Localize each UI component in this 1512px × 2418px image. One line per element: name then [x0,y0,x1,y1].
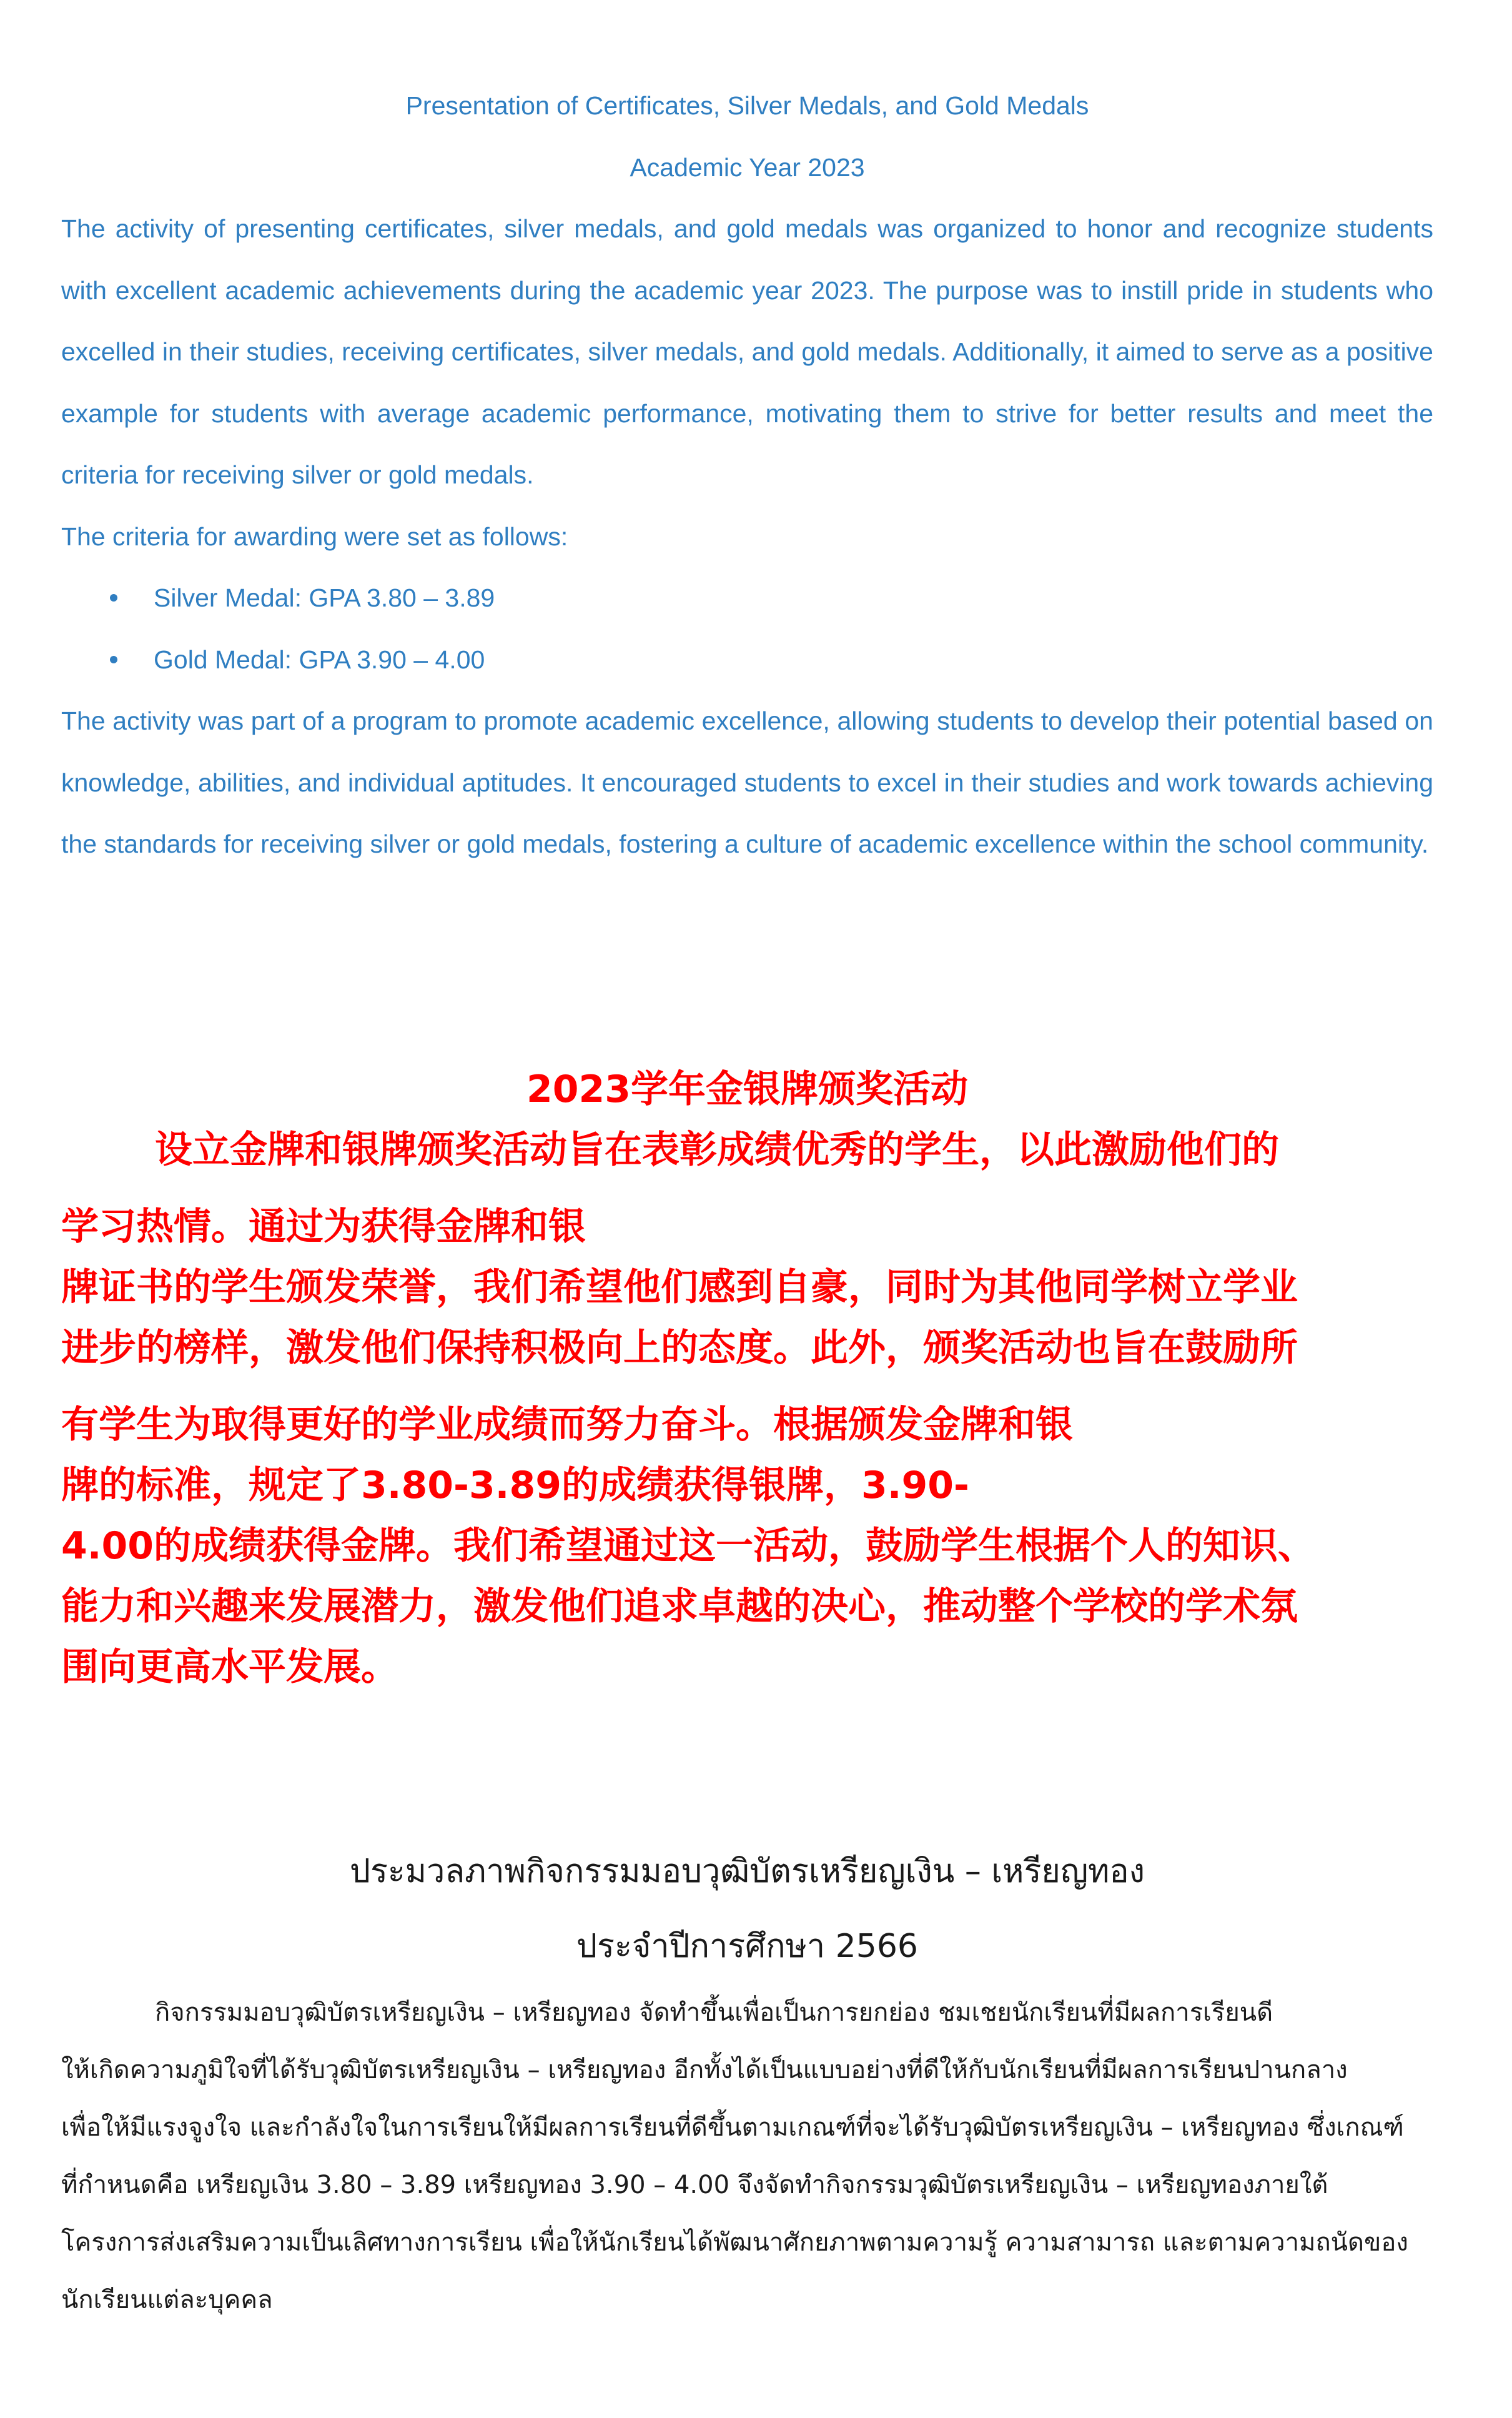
thai-title: ประมวลภาพกิจกรรมมอบวุฒิบัตรเหรียญเงิน – เหรียญทอง [349,1853,1145,1890]
chinese-section [61,1059,1433,1698]
chinese-line: 进步的榜样，激发他们保持积极向上的态度。此外，颁奖活动也旨在鼓励所 [61,1326,1298,1370]
list-item [61,629,1433,691]
chinese-line: 能力和兴趣来发展潜力，激发他们追求卓越的决心，推动整个学校的学术氛 [61,1585,1298,1628]
english-section [61,75,1433,875]
thai-line: นักเรียนแต่ละบุคคล [61,2286,273,2314]
chinese-line: 牌证书的学生颁发荣誉，我们希望他们感到自豪，同时为其他同学树立学业 [61,1266,1298,1309]
thai-line: ที่กำหนดคือ เหรียญเงิน 3.80 – 3.89 เหรียญทอง 3.90 – 4.00 จึงจัดทำกิจกรรมวุฒิบัตรเหรียญเงิน – เหรียญทองภายใต้ [61,2171,1328,2199]
thai-subtitle: ประจำปีการศึกษา 2566 [576,1928,918,1965]
criteria-gold: Gold Medal: GPA 3.90 – 4.00 [154,645,485,674]
chinese-line: 有学生为取得更好的学业成绩而努力奋斗。根据颁发金牌和银 [61,1403,1073,1447]
chinese-title: 2023学年金银牌颁奖活动 [526,1068,968,1111]
english-subtitle: Academic Year 2023 [630,152,865,182]
thai-section [61,1834,1433,2329]
criteria-intro: The criteria for awarding were set as follows: [61,522,568,551]
thai-line: โครงการส่งเสริมความเป็นเลิศทางการเรียน เพื่อให้นักเรียนได้พัฒนาศักยภาพตามความรู้ ความสามารถ และตามความถนัดของ [61,2228,1408,2257]
chinese-line: 围向更高水平发展。 [61,1645,398,1689]
criteria-silver: Silver Medal: GPA 3.80 – 3.89 [154,583,495,612]
thai-line: เพื่อให้มีแรงจูงใจ และกำลังใจในการเรียนให้มีผลการเรียนที่ดีขึ้นตามเกณฑ์ที่จะได้รับวุฒิบัตรเหรียญเงิน – เหรียญทอง ซึ่งเกณฑ์ [61,2113,1404,2142]
chinese-line: 学习热情。通过为获得金牌和银 [61,1205,586,1249]
thai-line: กิจกรรมมอบวุฒิบัตรเหรียญเงิน – เหรียญทอง จัดทำขึ้นเพื่อเป็นการยกย่อง ชมเชยนักเรียนที่มีผลการเรียนดี [155,1998,1273,2027]
thai-line: ให้เกิดความภูมิใจที่ได้รับวุฒิบัตรเหรียญเงิน – เหรียญทอง อีกทั้งได้เป็นแบบอย่างที่ดีให้กับนักเรียนที่มีผลการเรียนปานกลาง [61,2056,1348,2084]
chinese-line: 4.00的成绩获得金牌。我们希望通过这一活动，鼓励学生根据个人的知识、 [61,1524,1316,1568]
english-title: Presentation of Certificates, Silver Medals, and Gold Medals [405,91,1089,120]
english-paragraph-2: The activity was part of a program to promote academic excellence, allowing students to develop their potential based on knowledge, abilities, and individual aptitudes. It encouraged students to excel in their studies and work towards achieving the standards for receiving silver or gold medals, fostering a culture of academic excellence within the school community. [61,706,1433,858]
list-item [61,567,1433,629]
chinese-line: 牌的标准，规定了3.80-3.89的成绩获得银牌，3.90- [61,1464,969,1507]
chinese-line: 设立金牌和银牌颁奖活动旨在表彰成绩优秀的学生，以此激励他们的 [155,1128,1279,1172]
bullet-icon [110,594,117,602]
criteria-list [61,567,1433,690]
bullet-icon [110,656,117,663]
english-paragraph-1: The activity of presenting certificates, silver medals, and gold medals was organized to honor and recognize students with excellent academic achievements during the academic year 2023. The purpose was to instill pride in students who excelled in their studies, receiving certificates, silver medals, and gold medals. Additionally, it aimed to serve as a positive example for students with average academic performance, motivating them to strive for better results and meet the criteria for receiving silver or gold medals. [61,214,1433,489]
